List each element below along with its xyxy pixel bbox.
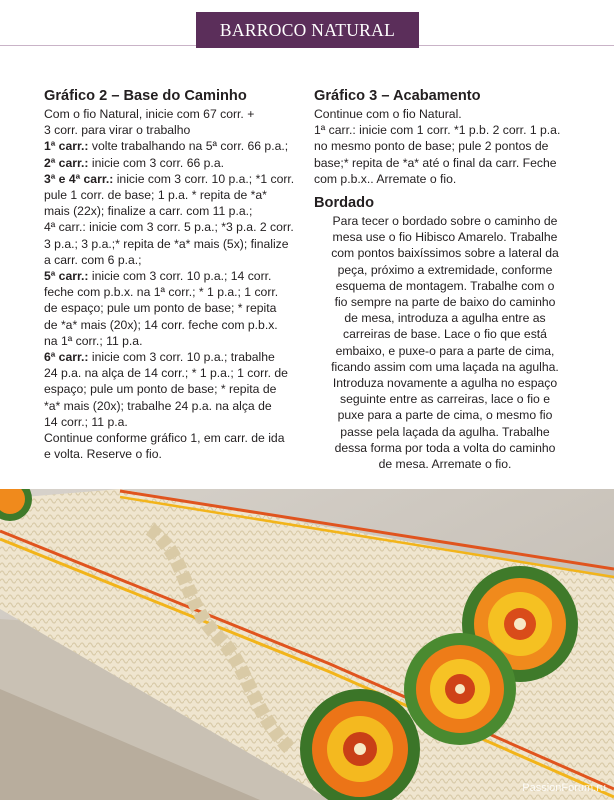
row-1 [44, 138, 306, 154]
embroidery-line: dessa forma por toda a volta do caminho [334, 440, 556, 455]
embroidery-line: carreiras de base. Lace o fio que está [343, 327, 547, 342]
row-label: 2ª carr.: [44, 155, 89, 170]
row-text-line: 14 corr.; 11 p.a. [44, 414, 128, 429]
row-text-line: na 1ª corr.; 11 p.a. [44, 333, 143, 348]
row-text-line: a carr. com 6 p.a.; [44, 252, 142, 267]
left-column [44, 87, 306, 462]
row-text: volte trabalhando na 5ª corr. 66 p.a.; [88, 139, 289, 154]
embroidery-line: embaixo, e puxe-o para a parte de cima, [335, 343, 555, 358]
table-runner-photo [0, 489, 614, 800]
row-text-line: 4ª carr.: inicie com 3 corr. 5 p.a.; *3 p.a. 2 corr. [44, 220, 294, 235]
row-label: 3ª e 4ª carr.: [44, 171, 114, 186]
flower-2 [404, 633, 516, 745]
row-text: inicie com 3 corr. 10 p.a.; *1 corr. [113, 171, 295, 186]
embroidery-line: puxe para a parte de cima, o mesmo fio [337, 408, 553, 423]
right-column [314, 87, 576, 472]
embroidery-line: ficando assim com uma laçada na agulha. [331, 359, 559, 374]
embroidery-line: seguinte entre as carreiras, lace o fio e [339, 392, 550, 407]
embroidery-line: fio sempre na parte de baixo do caminho [334, 295, 556, 310]
table-runner-illustration [0, 489, 614, 800]
row-text: inicie com 3 corr. 10 p.a.; trabalhe [88, 350, 275, 365]
row-text-line: de espaço; pule um ponto de base; * repita [44, 301, 277, 316]
row-text-line: *a* mais (20x); trabalhe 24 p.a. na alça de [44, 398, 272, 413]
row-text: inicie com 3 corr. 66 p.a. [88, 155, 224, 170]
finish-line: com p.b.x.. Arremate o fio. [314, 171, 457, 186]
embroidery-line: de mesa, introduza a agulha entre as [344, 311, 546, 326]
row-text-line: mais (22x); finalize a carr. com 11 p.a.; [44, 204, 253, 219]
embroidery-heading: Bordado [314, 195, 374, 212]
row-text-line: 3 p.a.; 3 p.a.;* repita de *a* mais (5x); finalize [44, 236, 289, 251]
embroidery-line: peça, próximo a extremidade, conforme [337, 262, 553, 277]
row-text: inicie com 3 corr. 10 p.a.; 14 corr. [88, 269, 272, 284]
finish-line: base;* repita de *a* até o final da carr. Feche [314, 155, 557, 170]
row-2 [44, 155, 306, 171]
closing-line-1: Continue conforme gráfico 1, em carr. de ida [44, 431, 285, 446]
embroidery-line: Para tecer o bordado sobre o caminho de [332, 214, 558, 229]
chart-2-heading: Gráfico 2 – Base do Caminho [44, 88, 247, 104]
row-label: 5ª carr.: [44, 269, 89, 284]
row-text-line: de *a* mais (20x); 14 corr. feche com p.b.x. [44, 317, 278, 332]
intro-line-1: Com o fio Natural, inicie com 67 corr. + [44, 107, 255, 121]
embroidery-line: Introduza novamente a agulha no espaço [332, 376, 558, 391]
closing-line-2: e volta. Reserve o fio. [44, 447, 162, 462]
row-text-line: espaço; pule um ponto de base; * repita de [44, 382, 277, 397]
embroidery-line: de mesa. Arremate o fio. [378, 457, 512, 472]
embroidery-line: com pontos baixíssimos sobre a lateral da [331, 246, 559, 261]
embroidery-line: mesa use o fio Hibisco Amarelo. Trabalhe [332, 230, 558, 245]
row-label: 6ª carr.: [44, 350, 89, 365]
row-3-4 [44, 171, 306, 187]
embroidery-line: esquema de montagem. Trabalhe com o [335, 278, 555, 293]
finish-line: Continue com o fio Natural. [314, 107, 462, 121]
row-6 [44, 349, 306, 365]
row-5 [44, 268, 306, 284]
intro-line-2: 3 corr. para virar o trabalho [44, 123, 191, 138]
row-text-line: pule 1 corr. de base; 1 p.a. * repita de *a* [44, 188, 267, 203]
row-label: 1ª carr.: [44, 139, 89, 154]
finish-line: no mesmo ponto de base; pule 2 pontos de [314, 139, 549, 154]
chart-3-heading: Gráfico 3 – Acabamento [314, 88, 481, 104]
row-text-line: feche com p.b.x. na 1ª corr.; * 1 p.a.; 1 corr. [44, 285, 279, 300]
finish-line: 1ª carr.: inicie com 1 corr. *1 p.b. 2 corr. 1 p.a. [314, 123, 561, 138]
row-text-line: 24 p.a. na alça de 14 corr.; * 1 p.a.; 1 corr. de [44, 366, 288, 381]
section-title: BARROCO NATURAL [196, 12, 419, 48]
watermark: PassionForum.ru [522, 782, 606, 794]
embroidery-line: passe pela laçada da agulha. Trabalhe [340, 424, 550, 439]
